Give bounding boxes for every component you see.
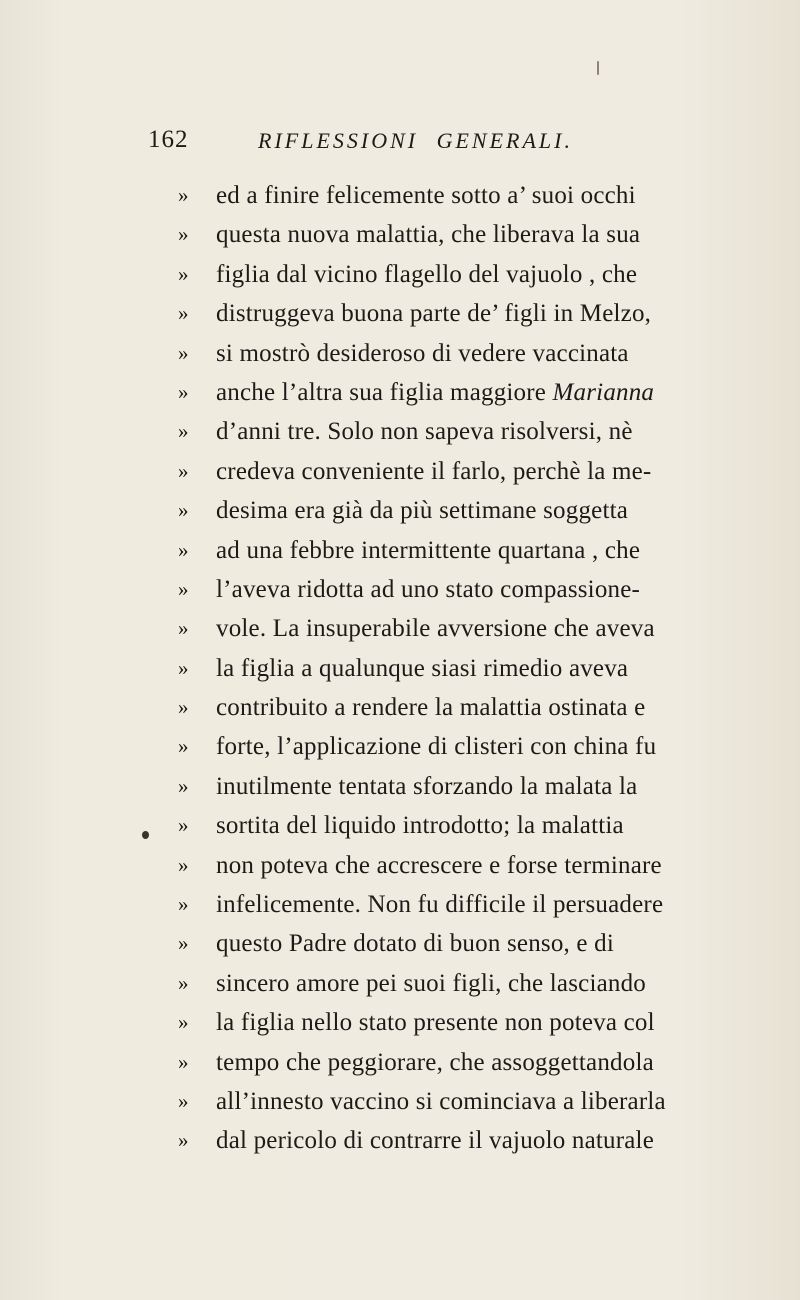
text-line <box>178 964 778 1003</box>
text-line <box>178 255 778 294</box>
text-line <box>178 334 778 373</box>
text-line <box>178 452 778 491</box>
line-text: sincero amore pei suoi figli, che lasciando <box>216 969 646 997</box>
text-line <box>178 609 778 648</box>
quote-mark: » <box>178 931 189 956</box>
text-line <box>178 531 778 570</box>
quote-mark: » <box>178 892 189 917</box>
text-line <box>178 688 778 727</box>
text-line <box>178 1003 778 1042</box>
line-text: d’anni tre. Solo non sapeva risolversi, nè <box>216 418 633 446</box>
quote-mark: » <box>178 340 189 365</box>
quote-mark: » <box>178 301 189 326</box>
line-text: infelicemente. Non fu difficile il persuadere <box>216 891 664 919</box>
print-speck <box>597 61 599 75</box>
line-text: l’aveva ridotta ad uno stato compassione- <box>216 575 641 603</box>
quote-mark: » <box>178 1010 189 1035</box>
line-text: figlia dal vicino flagello del vajuolo , che <box>216 260 638 288</box>
quote-mark: » <box>178 970 189 995</box>
page-number: 162 <box>148 126 189 153</box>
quote-mark: » <box>178 576 189 601</box>
text-line <box>178 1043 778 1082</box>
quote-mark: » <box>178 695 189 720</box>
quote-mark: » <box>178 734 189 759</box>
line-text: desima era già da più settimane soggetta <box>216 497 629 525</box>
text-line <box>178 846 778 885</box>
quote-mark: » <box>178 261 189 286</box>
quote-mark: » <box>178 222 189 247</box>
text-line <box>178 570 778 609</box>
text-line <box>178 767 778 806</box>
body-text <box>178 176 778 1161</box>
line-text: si mostrò desideroso di vedere vaccinata <box>216 339 629 367</box>
italic-name: Marianna <box>552 378 655 406</box>
text-line <box>178 491 778 530</box>
line-text: sortita del liquido introdotto; la malattia <box>216 812 624 840</box>
line-text: la figlia a qualunque siasi rimedio aveva <box>216 654 629 682</box>
quote-mark: » <box>178 616 189 641</box>
line-text: la figlia nello stato presente non poteva col <box>216 1009 655 1037</box>
line-text: ad una febbre intermittente quartana , che <box>216 536 641 564</box>
text-line <box>178 806 778 845</box>
text-line <box>178 885 778 924</box>
text-line <box>178 373 778 412</box>
text-line <box>178 1082 778 1121</box>
text-line <box>178 727 778 766</box>
quote-mark: » <box>178 773 189 798</box>
line-text: questa nuova malattia, che liberava la sua <box>216 221 641 249</box>
print-speck <box>142 831 149 839</box>
quote-mark: » <box>178 379 189 404</box>
quote-mark: » <box>178 852 189 877</box>
quote-mark: » <box>178 458 189 483</box>
line-text: all’innesto vaccino si cominciava a liberarla <box>216 1087 666 1115</box>
text-line <box>178 649 778 688</box>
quote-mark: » <box>178 1088 189 1113</box>
text-line <box>178 294 778 333</box>
line-text: ed a finire felicemente sotto a’ suoi occhi <box>216 182 636 209</box>
quote-mark: » <box>178 419 189 444</box>
text-line <box>178 176 778 215</box>
quote-mark: » <box>178 1128 189 1153</box>
line-text: anche l’altra sua figlia maggiore Marianna <box>216 378 655 406</box>
quote-mark: » <box>178 498 189 523</box>
line-text: credeva conveniente il farlo, perchè la me- <box>216 457 652 485</box>
running-head: RIFLESSIONI GENERALI. <box>258 128 573 153</box>
line-text: contribuito a rendere la malattia ostinata e <box>216 694 646 722</box>
text-line <box>178 215 778 254</box>
line-text: dal pericolo di contrarre il vajuolo naturale <box>216 1127 654 1155</box>
line-text: non poteva che accrescere e forse terminare <box>216 851 662 879</box>
line-text: inutilmente tentata sforzando la malata la <box>216 772 638 800</box>
page-header <box>148 126 768 166</box>
line-text: forte, l’applicazione di clisteri con china fu <box>216 733 657 761</box>
line-text: tempo che peggiorare, che assoggettandola <box>216 1048 654 1076</box>
text-line <box>178 1121 778 1160</box>
quote-mark: » <box>178 1049 189 1074</box>
quote-mark: » <box>178 183 189 207</box>
quote-mark: » <box>178 813 189 838</box>
quote-mark: » <box>178 537 189 562</box>
text-line <box>178 924 778 963</box>
line-text: distruggeva buona parte de’ figli in Melzo, <box>216 300 652 328</box>
line-text: questo Padre dotato di buon senso, e di <box>216 930 615 958</box>
quote-mark: » <box>178 655 189 680</box>
text-line <box>178 412 778 451</box>
line-text: vole. La insuperabile avversione che aveva <box>216 615 655 643</box>
